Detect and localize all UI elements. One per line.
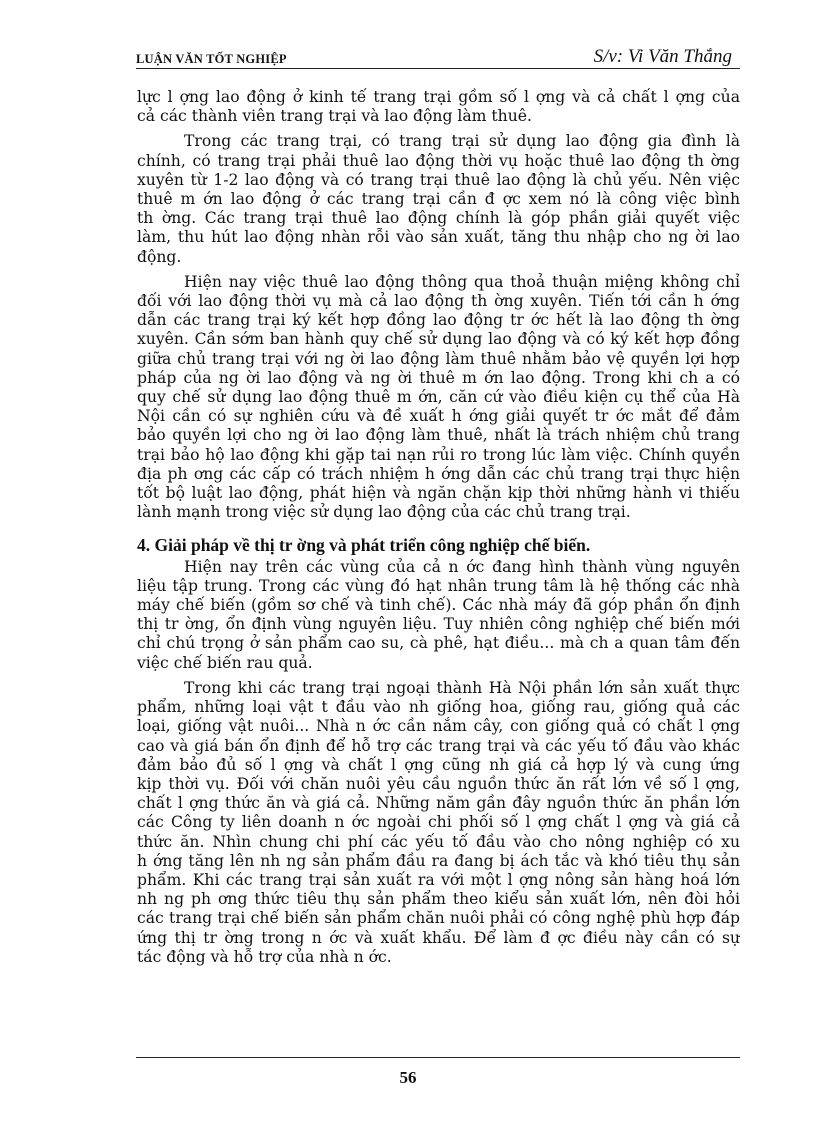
text-line: xuyên. Cần sớm ban hành quy chế sử dụng lao động và có ký kết hợp đồng (137, 330, 740, 349)
text-line: Hiện nay việc thuê lao động thông qua thoả thuận miệng không chỉ (184, 272, 740, 291)
text-line: tác động và hỗ trợ của nhà n ớc. (137, 947, 392, 966)
text-line: kịp thời vụ. Đối với chăn nuôi yêu cầu nguồn thức ăn rất lớn về số l ợng, (137, 774, 740, 793)
text-line: các Công ty liên doanh n ớc ngoài chi phối số l ợng chất l ợng và giá cả (137, 813, 740, 832)
text-line: quy chế sử dụng lao động thuê m ớn, căn cứ vào điều kiện cụ thể của Hà (137, 388, 740, 407)
text-line: pháp của ng ời lao động và ng ời thuê m ớn lao động. Trong khi ch a có (137, 368, 740, 387)
text-line: dẫn các trang trại ký kết hợp đồng lao động tr ớc hết là lao động th ờng (137, 311, 740, 330)
text-line: loại, giống vật nuôi... Nhà n ớc cần nắm cây, con giống quả có chất l ợng (137, 717, 740, 736)
paragraph (137, 558, 740, 673)
document-header-title: LUẬN VĂN TỐT NGHIỆP (136, 52, 287, 66)
text-line: bảo quyền lợi cho ng ời lao động làm thuê, nhất là trách nhiệm chủ trang (137, 426, 740, 445)
body-paragraphs (137, 88, 740, 522)
text-line: Nội cần có sự nghiên cứu và đề xuất h ớng giải quyết tr ớc mắt để đảm (137, 407, 740, 426)
page-body (137, 88, 740, 973)
text-line: đối với lao động thời vụ mà cả lao động th ờng xuyên. Tiến tới cần h ớng (137, 292, 740, 311)
text-line: chính, có trang trại phải thuê lao động thời vụ hoặc thuê lao động th ờng (137, 151, 740, 170)
text-line: ứng thị tr ờng trong n ớc và xuất khẩu. Để làm đ ợc điều này cần có sự (137, 928, 740, 947)
paragraph (137, 132, 740, 266)
header-divider (136, 68, 740, 69)
text-line: Trong khi các trang trại ngoại thành Hà Nội phần lớn sản xuất thực (184, 678, 740, 697)
text-line: Trong các trang trại, có trang trại sử dụng lao động gia đình là (184, 132, 740, 151)
page-number: 56 (399, 1068, 417, 1087)
text-line: xuyên từ 1-2 lao động và có trang trại thuê lao động là chủ yếu. Nên việc (137, 170, 740, 189)
text-line: động. (137, 247, 182, 266)
document-header-author: S/v: Vi Văn Thắng (593, 46, 732, 67)
text-line: chất l ợng thức ăn và giá cả. Những năm gần đây nguồn thức ăn phần lớn (137, 794, 740, 813)
text-line: thị tr ờng, ổn định vùng nguyên liệu. Tuy nhiên công nghiệp chế biến mới (137, 615, 740, 634)
text-line: làm, thu hút lao động nhàn rỗi vào sản xuất, tăng thu nhập cho ng ời lao (137, 228, 740, 247)
text-line: việc chế biến rau quả. (137, 653, 313, 672)
text-line: lực l ợng lao động ở kinh tế trang trại gồm số l ợng và cả chất l ợng của (137, 88, 740, 106)
text-line: tốt bộ luật lao động, phát hiện và ngăn chặn kịp thời những hành vi thiếu (137, 484, 740, 503)
text-line: địa ph ơng các cấp có trách nhiệm h ớng dẫn các chủ trang trại thực hiện (137, 464, 740, 483)
text-line: thức ăn. Nhìn chung chi phí các yếu tố đầu vào cho nông nghiệp có xu (137, 832, 740, 851)
text-line: máy chế biến (gồm sơ chế và tinh chế). Các nhà máy đã góp phần ổn định (137, 596, 740, 615)
paragraph (137, 273, 740, 523)
text-line: cả các thành viên trang trại và lao động làm thuê. (137, 107, 532, 126)
text-line: th ờng. Các trang trại thuê lao động chính là góp phần giải quyết việc (137, 209, 740, 228)
text-line: liệu tập trung. Trong các vùng đó hạt nhân trung tâm là hệ thống các nhà (137, 576, 740, 595)
paragraph (137, 679, 740, 967)
text-line: lành mạnh trong việc sử dụng lao động của các chủ trang trại. (137, 503, 631, 522)
text-line: phẩm. Khi các trang trại sản xuất ra với một l ợng nông sản hàng hoá lớn (137, 870, 740, 889)
section-paragraphs (137, 558, 740, 967)
text-line: phẩm, những loại vật t đầu vào nh giống hoa, giống rau, giống quả các (137, 698, 740, 717)
text-line: Hiện nay trên các vùng của cả n ớc đang hình thành vùng nguyên (184, 557, 740, 576)
text-line: đảm bảo đủ số l ợng và chất l ợng cũng nh giá cả hợp lý và cung ứng (137, 755, 740, 774)
text-line: giữa chủ trang trại với ng ời lao động làm thuê nhằm bảo vệ quyền lợi hợp (137, 349, 740, 368)
text-line: nh ng ph ơng thức tiêu thụ sản phẩm theo kiểu sản xuất lớn, nên đòi hỏi (137, 890, 740, 909)
text-line: cao và giá bán ổn định để hỗ trợ các trang trại và các yếu tố đầu vào khác (137, 736, 740, 755)
text-line: các trang trại chế biến sản phẩm chăn nuôi phải có công nghệ phù hợp đáp (137, 909, 740, 928)
section-heading: 4. Giải pháp về thị tr ờng và phát triển công nghiệp chế biến. (137, 535, 591, 556)
text-line: chỉ chú trọng ở sản phẩm cao su, cà phê, hạt điều... mà ch a quan tâm đến (137, 634, 740, 653)
paragraph (137, 88, 740, 126)
text-line: h ớng tăng lên nh ng sản phẩm đầu ra đang bị ách tắc và khó tiêu thụ sản (137, 851, 740, 870)
text-line: thuê m ớn lao động ở các trang trại cần đ ợc xem nó là công việc bình (137, 190, 740, 209)
footer-divider (136, 1057, 740, 1058)
text-line: trại bảo hộ lao động khi gặp tai nạn rủi ro trong lúc làm việc. Chính quyền (137, 445, 740, 464)
